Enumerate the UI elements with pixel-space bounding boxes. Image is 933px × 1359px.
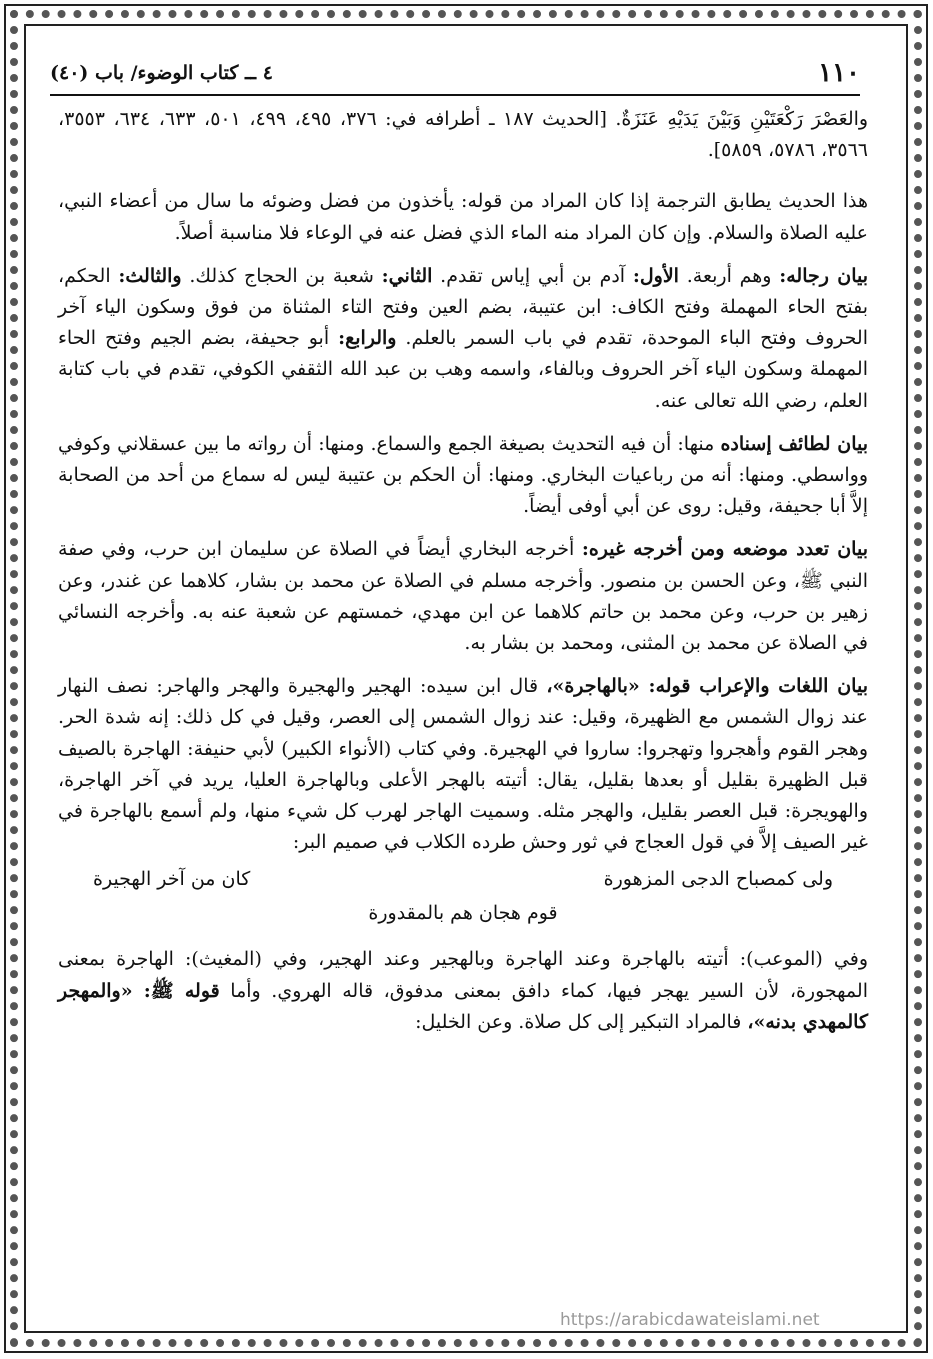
text-segment: أخرجه البخاري أيضاً في الصلاة عن سليمان ابن حرب، وفي صفة النبي ﷺ، وعن الحسن بن منصور. وأخرجه مسلم في الصلاة عن محمد بن بشار، كلاهما عن غندر، وعن زهير بن حرب، وعن محمد بن حاتم كلاهما عن ابن مهدي، خمستهم عن شعبة عنه به. وأخرجه النسائي في الصلاة عن محمد بن المثنى، ومحمد بن بشار به. (58, 538, 868, 655)
watermark-url: https://arabicdawateislami.net (560, 1310, 820, 1330)
text-segment: أبو جحيفة، بضم الجيم وفتح الحاء المهملة وسكون الياء آخر الحروف وبالفاء، واسمه وهب بن عبد الله الثقفي الكوفي، تقدم في باب كتابة العلم، رضي الله تعالى عنه. (58, 327, 868, 412)
text-segment: آدم بن أبي إياس تقدم. (432, 264, 633, 287)
page-header (50, 58, 860, 96)
page-body (58, 104, 868, 1050)
section-heading-narrators: بيان رجاله: (779, 264, 868, 287)
section-heading-isnad: بيان لطائف إسناده (720, 432, 869, 455)
hadith-quote: قوله ﷺ: «والمهجر كالمهدي بدنه»، (58, 979, 868, 1033)
text-segment: وفي (الموعب): أتيته بالهاجرة وعند الهاجرة وبالهجير وعند الهجير، وفي (المغيث): الهاجرة بمعنى المهجورة، لأن السير يهجر فيها، كماء دافق بمعنى مدفوق، قاله الهروي. وأما (58, 948, 868, 1002)
paragraph-sources (58, 534, 868, 659)
section-heading-language: بيان اللغات والإعراب قوله: «بالهاجرة»، (546, 675, 868, 698)
text-segment: الحكم، بفتح الحاء المهملة وفتح الكاف: ابن عتيبة، بضم العين وفتح التاء المثناة من فوق وسكون الياء آخر الحروف وفتح الباء الموحدة، تقدم في باب السمر بالعلم. (58, 264, 868, 350)
verse-line (93, 862, 833, 896)
paragraph-mawab (58, 944, 868, 1038)
text-segment: شعبة بن الحجاج كذلك. (181, 264, 382, 287)
verse-hemistich-right: ولى كمصباح الدجى المزهورة (603, 868, 833, 891)
text-segment: منها: أن فيه التحديث بصيغة الجمع والسماع. ومنها: أن رواته ما بين عسقلاني وكوفي وواسطي. ومنها: أنه من رباعيات البخاري. ومنها: أن الحكم بن عتيبة ليس له سماع من أحد من الصحابة إلاَّ أبا جحيفة، وقيل: روى عن أبي أوفى أيضاً. (58, 432, 868, 518)
text-segment: وهم أربعة. (678, 264, 780, 287)
paragraph-correspondence: هذا الحديث يطابق الترجمة إذا كان المراد من قوله: يأخذون من فضل وضوئه ما سال من أعضاء النبي، عليه الصلاة والسلام. وإن كان المراد منه الماء الذي فضل عنه في الوعاء فلا مناسبة أصلاً. (58, 190, 868, 244)
text-segment: قال ابن سيده: الهجير والهجيرة والهجر والهاجر: نصف النهار عند زوال الشمس مع الظهيرة، وقيل: عند زوال الشمس إلى العصر، وقيل في كل ذلك: إنه شدة الحر. وهجر القوم وأهجروا وتهجروا: ساروا في الهجيرة. وفي كتاب (الأنواء الكبير) لأبي حنيفة: الهاجرة بالصيف قبل الظهيرة بقليل أو بعدها بقليل، يقال: أتيته بالهجر الأعلى وبالهاجرة العليا، يريد في آخر الهاجرة، والهويجرة: قبل العصر بقليل، والهجر مثله. وسميت الهاجر لهرب كل شيء منها، ولم أسمع بالهاجرة في غير الصيف إلاَّ في قول العجاج في ثور وحش طرده الكلاب في صميم البر: (58, 675, 868, 854)
verse-line-second: قوم هجان هم بالمقدورة (368, 902, 558, 925)
paragraph-language (58, 671, 868, 858)
label-third: والثالث: (118, 264, 182, 287)
text-segment: فالمراد التبكير إلى كل صلاة. وعن الخليل: (415, 1010, 748, 1033)
label-first: الأول: (632, 264, 679, 287)
section-heading-sources: بيان تعدد موضعه ومن أخرجه غيره: (581, 538, 868, 561)
page-number: ١١٠ (818, 58, 860, 88)
paragraph-isnad (58, 429, 868, 523)
label-fourth: والرابع: (338, 327, 397, 350)
running-head: ٤ ــ كتاب الوضوء/ باب (٤٠) (50, 62, 273, 84)
paragraph-hadith-end: والعَصْرَ رَكْعَتَيْنِ وَبَيْنَ يَدَيْهِ عَنَزَةٌ. [الحديث ١٨٧ ـ أطرافه في: ٣٧٦، ٤٩٥، ٤٩٩، ٥٠١، ٦٣٣، ٦٣٤، ٣٥٥٣، ٣٥٦٦، ٥٧٨٦، ٥٨٥٩]. (58, 108, 869, 162)
verse-hemistich-left: كان من آخر الهجيرة (93, 868, 251, 891)
paragraph-narrators (58, 261, 868, 417)
label-second: الثاني: (381, 264, 433, 287)
